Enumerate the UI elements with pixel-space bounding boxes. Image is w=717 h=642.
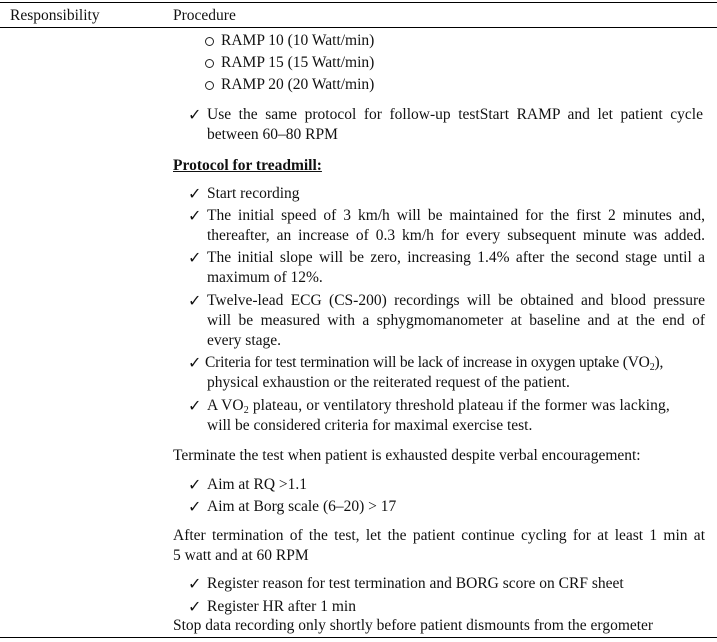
criteria-line-2: physical exhaustion or the reiterated request of the patient. bbox=[207, 374, 570, 391]
circle-bullet-icon bbox=[205, 81, 214, 90]
checkmark-icon: ✓ bbox=[188, 105, 202, 124]
checkmark-icon: ✓ bbox=[188, 497, 202, 516]
table-top-rule bbox=[0, 2, 717, 3]
followup-line-2: between 60–80 RPM bbox=[207, 126, 338, 143]
aim-borg-text: Aim at Borg scale (6–20) > 17 bbox=[207, 498, 397, 515]
plateau-line-1: A $VO_2$ plateau, or ventilatory threshold plateau if the former was lacking, bbox=[207, 397, 670, 416]
criteria-line-1: Criteria for test termination will be lack of increase in oxygen uptake $(VO_2)$, bbox=[205, 354, 664, 373]
terminate-text: Terminate the test when patient is exhausted despite verbal encouragement: bbox=[173, 447, 641, 464]
checkmark-icon: ✓ bbox=[188, 475, 202, 494]
circle-bullet-icon bbox=[205, 37, 214, 46]
ecg-line-2: will be measured with a sphygmomanometer at baseline and at the end of bbox=[207, 312, 705, 329]
slope-line-2: maximum of 12%. bbox=[207, 269, 323, 286]
after-line-1: After termination of the test, let the patient continue cycling for at least 1 min at bbox=[173, 527, 705, 544]
checkmark-icon: ✓ bbox=[188, 206, 202, 225]
checkmark-icon: ✓ bbox=[188, 597, 202, 616]
stop-text: Stop data recording only shortly before patient dismounts from the ergometer bbox=[173, 617, 654, 634]
speed-line-2: thereafter, an increase of 0.3 km/h for every subsequent minute was added. bbox=[207, 227, 705, 244]
after-line-2: 5 watt and at 60 RPM bbox=[173, 547, 309, 564]
register-hr-text: Register HR after 1 min bbox=[207, 598, 356, 615]
ecg-line-3: every stage. bbox=[207, 332, 282, 349]
slope-line-1: The initial slope will be zero, increasing 1.4% after the second stage until a bbox=[207, 249, 705, 266]
checkmark-icon: ✓ bbox=[188, 248, 202, 267]
checkmark-icon: ✓ bbox=[188, 574, 202, 593]
start-recording-text: Start recording bbox=[207, 185, 300, 202]
plateau-line-2: will be considered criteria for maximal exercise test. bbox=[207, 417, 533, 434]
register-reason-text: Register reason for test termination and BORG score on CRF sheet bbox=[207, 575, 624, 592]
checkmark-icon: ✓ bbox=[188, 291, 202, 310]
checkmark-icon: ✓ bbox=[188, 184, 202, 203]
treadmill-heading: Protocol for treadmill: bbox=[173, 157, 322, 174]
column-header-responsibility: Responsibility bbox=[10, 7, 100, 24]
table-bottom-rule bbox=[0, 637, 717, 638]
header-rule bbox=[0, 27, 717, 28]
checkmark-icon: ✓ bbox=[188, 353, 202, 372]
followup-line-1: Use the same protocol for follow-up testStart RAMP and let patient cycle bbox=[207, 106, 703, 123]
checkmark-icon: ✓ bbox=[188, 396, 202, 415]
aim-rq-text: Aim at RQ >1.1 bbox=[207, 476, 308, 493]
circle-bullet-icon bbox=[205, 59, 214, 68]
speed-line-1: The initial speed of 3 km/h will be maintained for the first 2 minutes and, bbox=[207, 207, 705, 224]
ecg-line-1: Twelve-lead ECG (CS-200) recordings will be obtained and blood pressure bbox=[207, 292, 705, 309]
column-header-procedure: Procedure bbox=[173, 7, 236, 24]
